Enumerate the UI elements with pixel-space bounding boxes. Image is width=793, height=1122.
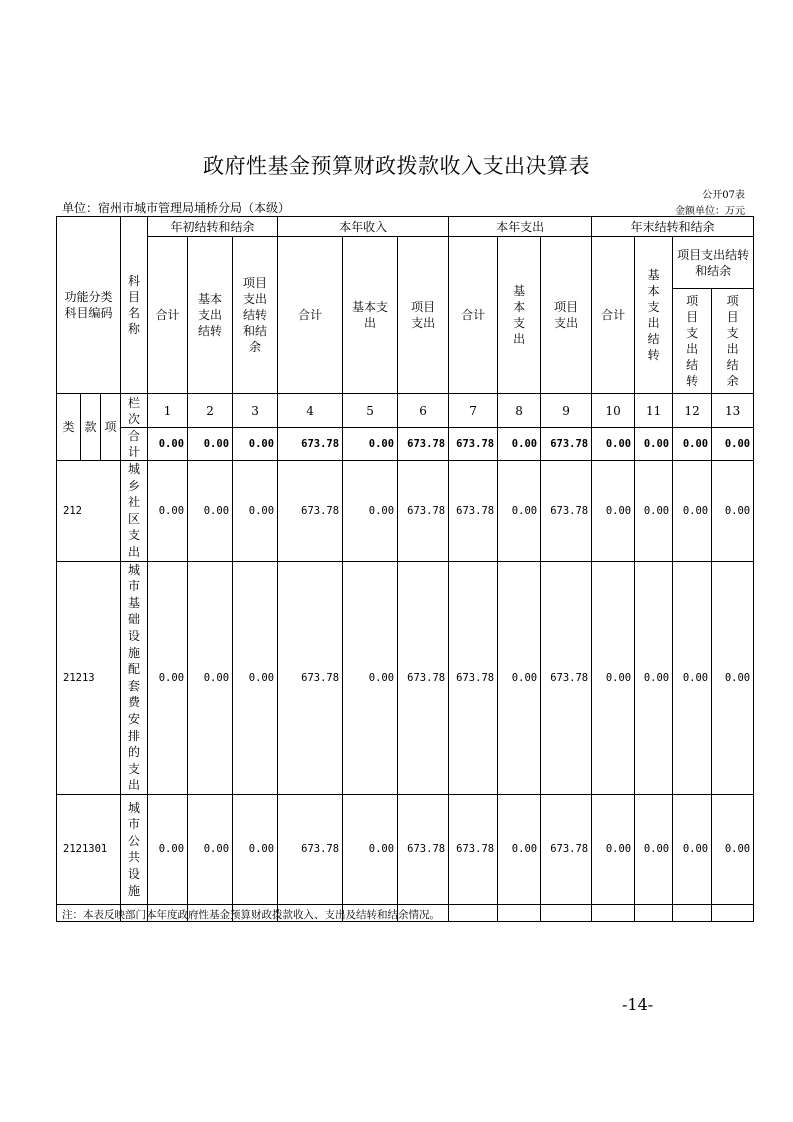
col-number: 8: [498, 394, 541, 428]
end-basic-header: 基本支出结转: [635, 237, 673, 394]
table-note: 注：本表反映部门本年度政府性基金预算财政拨款收入、支出及结转和结余情况。: [62, 909, 440, 921]
row-value: 673.78: [398, 561, 449, 794]
lanci-header: 栏次: [121, 394, 148, 428]
col-number: 7: [449, 394, 498, 428]
col-number: 9: [541, 394, 592, 428]
col-number: 11: [635, 394, 673, 428]
income-basic-header: 基本支出: [343, 237, 398, 394]
row-value: 673.78: [278, 561, 343, 794]
total-value: 0.00: [635, 428, 673, 461]
table-row: [57, 461, 754, 562]
group-expend-header: 本年支出: [449, 217, 592, 237]
total-value: 0.00: [498, 428, 541, 461]
col-number: 1: [148, 394, 188, 428]
money-unit-label: 金额单位：万元: [675, 206, 745, 217]
func-code-header: 功能分类科目编码: [57, 217, 121, 394]
expend-basic-header: 基本支出: [498, 237, 541, 394]
row-value: 0.00: [148, 561, 188, 794]
row-value: 0.00: [712, 794, 754, 904]
row-value: 0.00: [673, 461, 712, 562]
row-value: 0.00: [233, 561, 278, 794]
row-value: 0.00: [635, 461, 673, 562]
row-value: 0.00: [673, 794, 712, 904]
lei-header: 类: [57, 394, 81, 461]
total-row: [57, 428, 754, 461]
row-value: 0.00: [148, 794, 188, 904]
total-value: 0.00: [148, 428, 188, 461]
total-value: 673.78: [278, 428, 343, 461]
row-value: 0.00: [188, 461, 233, 562]
total-value: 0.00: [673, 428, 712, 461]
unit-label: 单位：宿州市城市管理局埇桥分局（本级）: [62, 201, 291, 215]
row-code: 21213: [57, 561, 121, 794]
end-project-carry-header: 项目支出结转: [673, 289, 712, 394]
row-value: 0.00: [635, 794, 673, 904]
row-value: 673.78: [541, 461, 592, 562]
total-value: 673.78: [449, 428, 498, 461]
row-name: 城市基础设施配套费安排的支出: [121, 561, 148, 794]
total-value: 0.00: [233, 428, 278, 461]
row-value: 0.00: [635, 561, 673, 794]
total-value: 0.00: [188, 428, 233, 461]
row-value: 673.78: [398, 461, 449, 562]
expend-project-header: 项目支出: [541, 237, 592, 394]
row-value: 673.78: [449, 461, 498, 562]
row-value: 673.78: [541, 561, 592, 794]
begin-project-header: 项目支出结转和结余: [233, 237, 278, 394]
row-value: 0.00: [343, 794, 398, 904]
row-value: 673.78: [449, 561, 498, 794]
begin-basic-header: 基本支出结转: [188, 237, 233, 394]
end-project-group-header: 项目支出结转和结余: [673, 237, 754, 289]
col-number: 4: [278, 394, 343, 428]
row-value: 0.00: [498, 794, 541, 904]
row-value: 0.00: [673, 561, 712, 794]
heji-label: 合计: [121, 428, 148, 461]
row-name: 城乡社区支出: [121, 461, 148, 562]
total-value: 0.00: [592, 428, 635, 461]
row-value: 673.78: [541, 794, 592, 904]
row-value: 0.00: [712, 461, 754, 562]
row-value: 673.78: [449, 794, 498, 904]
page-title: 政府性基金预算财政拨款收入支出决算表: [203, 154, 590, 178]
col-number: 6: [398, 394, 449, 428]
row-value: 0.00: [712, 561, 754, 794]
row-value: 0.00: [592, 461, 635, 562]
form-number: 公开07表: [702, 190, 745, 201]
table-row: [57, 794, 754, 904]
total-value: 673.78: [541, 428, 592, 461]
total-value: 0.00: [343, 428, 398, 461]
col-number: 13: [712, 394, 754, 428]
end-project-surplus-header: 项目支出结余: [712, 289, 754, 394]
row-value: 673.78: [278, 794, 343, 904]
col-number: 12: [673, 394, 712, 428]
col-number: 10: [592, 394, 635, 428]
fund-budget-table: [56, 216, 754, 922]
row-value: 0.00: [233, 794, 278, 904]
begin-total-header: 合计: [148, 237, 188, 394]
row-value: 0.00: [343, 461, 398, 562]
row-value: 0.00: [343, 561, 398, 794]
xiang-header: 项: [101, 394, 121, 461]
row-code: 212: [57, 461, 121, 562]
row-code: 2121301: [57, 794, 121, 904]
row-name: 城市公共设施: [121, 794, 148, 904]
row-value: 0.00: [592, 794, 635, 904]
table-row: [57, 561, 754, 794]
row-value: 0.00: [233, 461, 278, 562]
group-begin-header: 年初结转和结余: [148, 217, 278, 237]
col-number: 2: [188, 394, 233, 428]
row-value: 0.00: [188, 794, 233, 904]
row-value: 0.00: [498, 561, 541, 794]
row-value: 673.78: [398, 794, 449, 904]
row-value: 0.00: [592, 561, 635, 794]
col-number: 3: [233, 394, 278, 428]
kuan-header: 款: [81, 394, 101, 461]
total-value: 673.78: [398, 428, 449, 461]
group-income-header: 本年收入: [278, 217, 449, 237]
income-total-header: 合计: [278, 237, 343, 394]
total-value: 0.00: [712, 428, 754, 461]
row-value: 0.00: [148, 461, 188, 562]
income-project-header: 项目支出: [398, 237, 449, 394]
subject-name-header: 科目名称: [121, 217, 148, 394]
expend-total-header: 合计: [449, 237, 498, 394]
row-value: 673.78: [278, 461, 343, 562]
col-number: 5: [343, 394, 398, 428]
row-value: 0.00: [188, 561, 233, 794]
row-value: 0.00: [498, 461, 541, 562]
page-number: -14-: [622, 995, 654, 1014]
group-end-header: 年末结转和结余: [592, 217, 754, 237]
end-total-header: 合计: [592, 237, 635, 394]
